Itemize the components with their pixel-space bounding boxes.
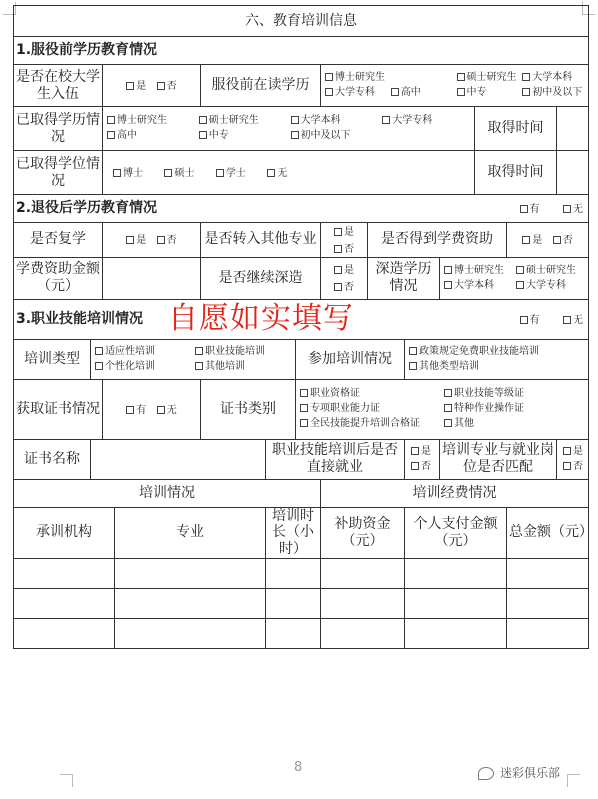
match-no-option[interactable]: 否 [563,461,586,473]
attend-option[interactable]: 政策规定免费职业技能培训 [409,346,584,358]
checkbox-icon[interactable] [291,116,299,124]
transfer-choice [321,223,368,258]
subsidy-cell[interactable] [321,588,405,618]
further-edu-option[interactable]: 大学专科 [516,280,584,292]
hours-cell[interactable] [266,588,321,618]
checkbox-icon[interactable] [334,228,342,236]
checkbox-icon[interactable] [334,266,342,274]
section3-has-option[interactable]: 有 [520,315,540,327]
resume-yes-option[interactable]: 是 [126,235,146,247]
checkbox-icon[interactable] [157,406,165,414]
resume-label: 是否复学 [14,223,103,258]
cert-type-label: 证书类别 [201,379,296,439]
chat-bubble-icon [478,767,494,780]
subsidy-cell[interactable] [321,558,405,588]
checkbox-icon[interactable] [325,88,333,96]
cert-status-has-option[interactable]: 有 [126,405,146,417]
voluntary-stamp: 自愿如实填写 [167,301,354,337]
resume-choice [103,223,201,258]
checkbox-icon[interactable] [411,447,419,455]
section2-has-option[interactable]: 有 [520,204,540,216]
checkbox-icon[interactable] [126,82,134,90]
major-cell[interactable] [115,588,266,618]
further-edu-options [440,257,589,299]
cert-type-option[interactable]: 职业资格证 [300,388,440,400]
checkbox-icon[interactable] [334,245,342,253]
current-edu-option[interactable]: 博士研究生 [325,72,453,84]
checkbox-icon[interactable] [95,362,103,370]
checkbox-icon[interactable] [563,462,571,470]
col-header-subsidy: 补助资金（元） [321,507,405,558]
training-type-label: 培训类型 [14,339,91,379]
current-edu-option[interactable]: 高中 [391,87,453,99]
personal-cell[interactable] [405,558,507,588]
checkbox-icon[interactable] [444,404,452,412]
checkbox-icon[interactable] [563,205,571,213]
obtained-edu-label: 已取得学历情况 [14,107,103,151]
degree-time-field[interactable] [557,151,589,195]
checkbox-icon[interactable] [444,266,452,274]
checkbox-icon[interactable] [300,389,308,397]
checkbox-icon[interactable] [522,88,530,96]
further-label: 是否继续深造 [201,257,321,299]
training-type-option[interactable]: 适应性培训 [95,346,191,358]
degree-option[interactable]: 无 [267,168,287,180]
direct-employ-no-option[interactable]: 否 [411,461,437,473]
cert-name-label: 证书名称 [14,439,91,479]
total-cell[interactable] [507,618,589,648]
further-edu-option[interactable]: 硕士研究生 [516,265,584,277]
cert-status-choice [103,379,201,439]
checkbox-icon[interactable] [411,462,419,470]
crop-mark-bottom-left [60,774,73,787]
checkbox-icon[interactable] [199,131,207,139]
transfer-yes-option[interactable]: 是 [334,227,354,239]
form-title: 六、教育培训信息 [14,6,589,37]
cert-type-option[interactable]: 职业技能等级证 [444,388,584,400]
further-edu-label: 深造学历情况 [368,257,440,299]
section2-none-option[interactable]: 无 [563,204,583,216]
section3-heading: 3.职业技能培训情况 [16,311,144,328]
checkbox-icon[interactable] [457,73,465,81]
further-yes-option[interactable]: 是 [334,265,354,277]
org-cell[interactable] [14,588,115,618]
transfer-no-option[interactable]: 否 [334,244,354,256]
checkbox-icon[interactable] [563,447,571,455]
section1-heading: 1.服役前学历教育情况 [14,37,589,65]
cert-name-field[interactable] [91,439,266,479]
personal-cell[interactable] [405,618,507,648]
training-type-option[interactable]: 职业技能培训 [195,346,291,358]
org-cell[interactable] [14,618,115,648]
total-cell[interactable] [507,588,589,618]
major-cell[interactable] [115,558,266,588]
education-training-form [13,5,593,649]
further-no-option[interactable]: 否 [334,282,354,294]
checkbox-icon[interactable] [107,116,115,124]
checkbox-icon[interactable] [300,419,308,427]
checkbox-icon[interactable] [409,347,417,355]
match-label: 培训专业与就业岗位是否匹配 [440,439,557,479]
resume-no-option[interactable]: 否 [157,235,177,247]
obtained-edu-option[interactable]: 硕士研究生 [199,115,287,127]
page-number: 8 [294,760,303,775]
section2-has-choice [440,195,589,223]
col-header-total: 总金额（元） [507,507,589,558]
obtain-time-label: 取得时间 [475,107,557,151]
col-header-org: 承训机构 [14,507,115,558]
checkbox-icon[interactable] [291,131,299,139]
current-edu-label: 服役前在读学历 [201,65,321,107]
obtained-edu-option[interactable]: 大学专科 [382,115,470,127]
training-info-label: 培训情况 [14,479,321,507]
watermark-text: 迷彩俱乐部 [500,766,561,780]
checkbox-icon[interactable] [325,73,333,81]
in-school-label: 是否在校大学生入伍 [14,65,103,107]
cert-type-options [296,379,589,439]
degree-option[interactable]: 硕士 [164,168,194,180]
hours-cell[interactable] [266,618,321,648]
checkbox-icon[interactable] [157,82,165,90]
degree-option[interactable]: 学士 [216,168,246,180]
watermark [478,764,560,781]
current-edu-option[interactable]: 大学本科 [522,72,584,84]
section3-none-option[interactable]: 无 [563,315,583,327]
checkbox-icon[interactable] [522,236,530,244]
degree-options [103,151,475,195]
in-school-choice [103,65,201,107]
checkbox-icon[interactable] [522,73,530,81]
col-header-major: 专业 [115,507,266,558]
checkbox-icon[interactable] [199,116,207,124]
attend-options [405,339,589,379]
total-cell[interactable] [507,558,589,588]
checkbox-icon[interactable] [126,236,134,244]
current-edu-option[interactable]: 中专 [457,87,519,99]
cert-status-none-option[interactable]: 无 [157,405,177,417]
direct-employ-choice [405,439,440,479]
checkbox-icon[interactable] [563,316,571,324]
obtained-edu-option[interactable]: 初中及以下 [291,130,471,142]
training-type-options [91,339,296,379]
checkbox-icon[interactable] [444,389,452,397]
checkbox-icon[interactable] [95,347,103,355]
funding-no-option[interactable]: 否 [553,235,573,247]
checkbox-icon[interactable] [382,116,390,124]
personal-cell[interactable] [405,588,507,618]
col-header-personal: 个人支付金额（元） [405,507,507,558]
checkbox-icon[interactable] [157,236,165,244]
obtained-edu-option[interactable]: 高中 [107,130,195,142]
transfer-label: 是否转入其他专业 [201,223,321,258]
amount-field[interactable] [103,257,201,299]
current-edu-option[interactable]: 大学专科 [325,87,387,99]
obtained-edu-option[interactable]: 大学本科 [291,115,379,127]
checkbox-icon[interactable] [409,362,417,370]
degree-label: 已取得学位情况 [14,151,103,195]
cert-status-label: 获取证书情况 [14,379,103,439]
checkbox-icon[interactable] [126,406,134,414]
match-yes-option[interactable]: 是 [563,446,586,458]
attend-label: 参加培训情况 [296,339,405,379]
current-edu-option[interactable]: 硕士研究生 [457,72,519,84]
training-type-option[interactable]: 个性化培训 [95,361,191,373]
training-type-option[interactable]: 其他培训 [195,361,291,373]
subsidy-cell[interactable] [321,618,405,648]
in-school-yes-option[interactable]: 是 [126,81,146,93]
checkbox-icon[interactable] [553,236,561,244]
section3-has-choice [440,299,589,339]
checkbox-icon[interactable] [300,404,308,412]
cert-type-option[interactable]: 特种作业操作证 [444,403,584,415]
major-cell[interactable] [115,618,266,648]
checkbox-icon[interactable] [391,88,399,96]
further-edu-option[interactable]: 博士研究生 [444,265,512,277]
checkbox-icon[interactable] [516,266,524,274]
checkbox-icon[interactable] [195,347,203,355]
obtained-edu-option[interactable]: 中专 [199,130,287,142]
cert-type-option[interactable]: 全民技能提升培训合格证 [300,418,440,430]
checkbox-icon[interactable] [444,281,452,289]
checkbox-icon[interactable] [164,169,172,177]
amount-label: 学费资助金额（元） [14,257,103,299]
org-cell[interactable] [14,558,115,588]
cert-type-option[interactable]: 其他 [444,418,584,430]
funding-label: 是否得到学费资助 [368,223,507,258]
checkbox-icon[interactable] [520,205,528,213]
further-choice [321,257,368,299]
table-row [14,558,589,588]
checkbox-icon[interactable] [216,169,224,177]
funding-info-label: 培训经费情况 [321,479,589,507]
checkbox-icon[interactable] [520,316,528,324]
attend-option[interactable]: 其他类型培训 [409,361,584,373]
current-edu-option[interactable]: 初中及以下 [522,87,584,99]
degree-time-label: 取得时间 [475,151,557,195]
direct-employ-label: 职业技能培训后是否直接就业 [266,439,405,479]
checkbox-icon[interactable] [267,169,275,177]
checkbox-icon[interactable] [195,362,203,370]
direct-employ-yes-option[interactable]: 是 [411,446,437,458]
obtained-edu-options [103,107,475,151]
hours-cell[interactable] [266,558,321,588]
table-row [14,618,589,648]
col-header-hours: 培训时长（小时） [266,507,321,558]
funding-yes-option[interactable]: 是 [522,235,542,247]
in-school-no-option[interactable]: 否 [157,81,177,93]
match-choice [557,439,589,479]
section2-heading: 2.退役后学历教育情况 [14,195,440,223]
further-edu-option[interactable]: 大学本科 [444,280,512,292]
checkbox-icon[interactable] [107,131,115,139]
cert-type-option[interactable]: 专项职业能力证 [300,403,440,415]
checkbox-icon[interactable] [457,88,465,96]
checkbox-icon[interactable] [113,169,121,177]
degree-option[interactable]: 博士 [113,168,143,180]
checkbox-icon[interactable] [444,419,452,427]
funding-choice [507,223,589,258]
section3-heading-cell [14,299,440,339]
checkbox-icon[interactable] [334,283,342,291]
obtain-time-field[interactable] [557,107,589,151]
table-row [14,588,589,618]
current-edu-options [321,65,589,107]
checkbox-icon[interactable] [516,281,524,289]
obtained-edu-option[interactable]: 博士研究生 [107,115,195,127]
crop-mark-bottom-right [567,774,580,787]
